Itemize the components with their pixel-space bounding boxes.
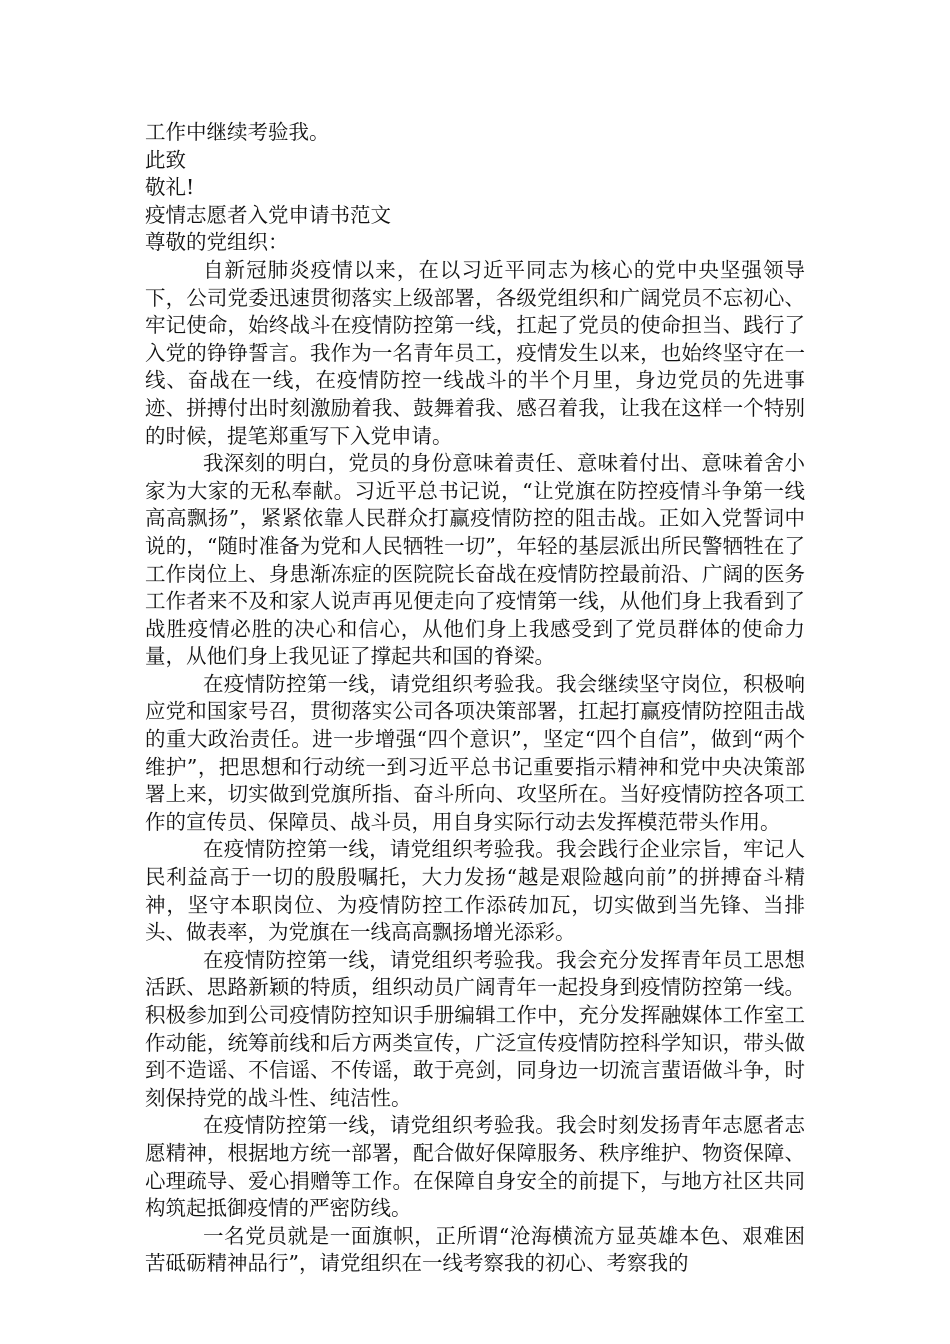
salutation: 尊敬的党组织： xyxy=(145,230,289,255)
paragraph-7: 一名党员就是一面旗帜，正所谓“沧海横流方显英雄本色、艰难困苦砥砺精神品行”，请党组织在一线考察我的初心、考察我的 xyxy=(145,1223,805,1276)
paragraph-1: 自新冠肺炎疫情以来，在以习近平同志为核心的党中央坚强领导下，公司党委迅速贯彻落实上级部署，各级党组织和广阔党员不忘初心、牢记使命，始终战斗在疫情防控第一线，扛起了党员的使命担当、践行了入党的铮铮誓言。我作为一名青年员工，疫情发生以来，也始终坚守在一线、奋战在一线，在疫情防控一线战斗的半个月里，身边党员的先进事迹、拼搏付出时刻激励着我、鼓舞着我、感召着我，让我在这样一个特别的时候，提笔郑重写下入党申请。 xyxy=(145,257,805,448)
document-title: 疫情志愿者入党申请书范文 xyxy=(145,202,391,227)
continuation-line: 工作中继续考验我。 xyxy=(145,120,330,144)
paragraph-2: 我深刻的明白，党员的身份意味着责任、意味着付出、意味着舍小家为大家的无私奉献。习近平总书记说，“让党旗在防控疫情斗争第一线高高飘扬”，紧紧依靠人民群众打赢疫情防控的阻击战。正如入党誓词中说的，“随时准备为党和人民牺牲一切”，年轻的基层派出所民警牺牲在了工作岗位上、身患渐冻症的医院院长奋战在疫情防控最前沿、广阔的医务工作者来不及和家人说声再见便走向了疫情第一线，从他们身上我看到了战胜疫情必胜的决心和信心，从他们身上我感受到了党员群体的使命力量，从他们身上我见证了撑起共和国的脊梁。 xyxy=(145,451,805,669)
paragraph-6: 在疫情防控第一线，请党组织考验我。我会时刻发扬青年志愿者志愿精神，根据地方统一部署，配合做好保障服务、秩序维护、物资保障、心理疏导、爱心捐赠等工作。在保障自身安全的前提下，与地方社区共同构筑起抵御疫情的严密防线。 xyxy=(145,1113,805,1221)
closing-line-2: 敬礼! xyxy=(145,175,195,200)
document-page xyxy=(145,119,805,1278)
paragraph-5: 在疫情防控第一线，请党组织考验我。我会充分发挥青年员工思想活跃、思路新颖的特质，组织动员广阔青年一起投身到疫情防控第一线。积极参加到公司疫情防控知识手册编辑工作中，充分发挥融媒体工作室工作动能，统筹前线和后方两类宣传，广泛宣传疫情防控科学知识，带头做到不造谣、不信谣、不传谣，敢于亮剑，同身边一切流言蜚语做斗争，时刻保持党的战斗性、纯洁性。 xyxy=(145,947,805,1110)
paragraph-4: 在疫情防控第一线，请党组织考验我。我会践行企业宗旨，牢记人民利益高于一切的殷殷嘱托，大力发扬“越是艰险越向前”的拼搏奋斗精神，坚守本职岗位、为疫情防控工作添砖加瓦，切实做到当先锋、当排头、做表率，为党旗在一线高高飘扬增光添彩。 xyxy=(145,837,805,945)
closing-line-1: 此致 xyxy=(145,147,186,172)
paragraph-3: 在疫情防控第一线，请党组织考验我。我会继续坚守岗位，积极响应党和国家号召，贯彻落实公司各项决策部署，扛起打赢疫情防控阻击战的重大政治责任。进一步增强“四个意识”，坚定“四个自信”，做到“两个维护”，把思想和行动统一到习近平总书记重要指示精神和党中央决策部署上来，切实做到党旗所指、奋斗所向、攻坚所在。当好疫情防控各项工作的宣传员、保障员、战斗员，用自身实际行动去发挥模范带头作用。 xyxy=(145,671,805,834)
